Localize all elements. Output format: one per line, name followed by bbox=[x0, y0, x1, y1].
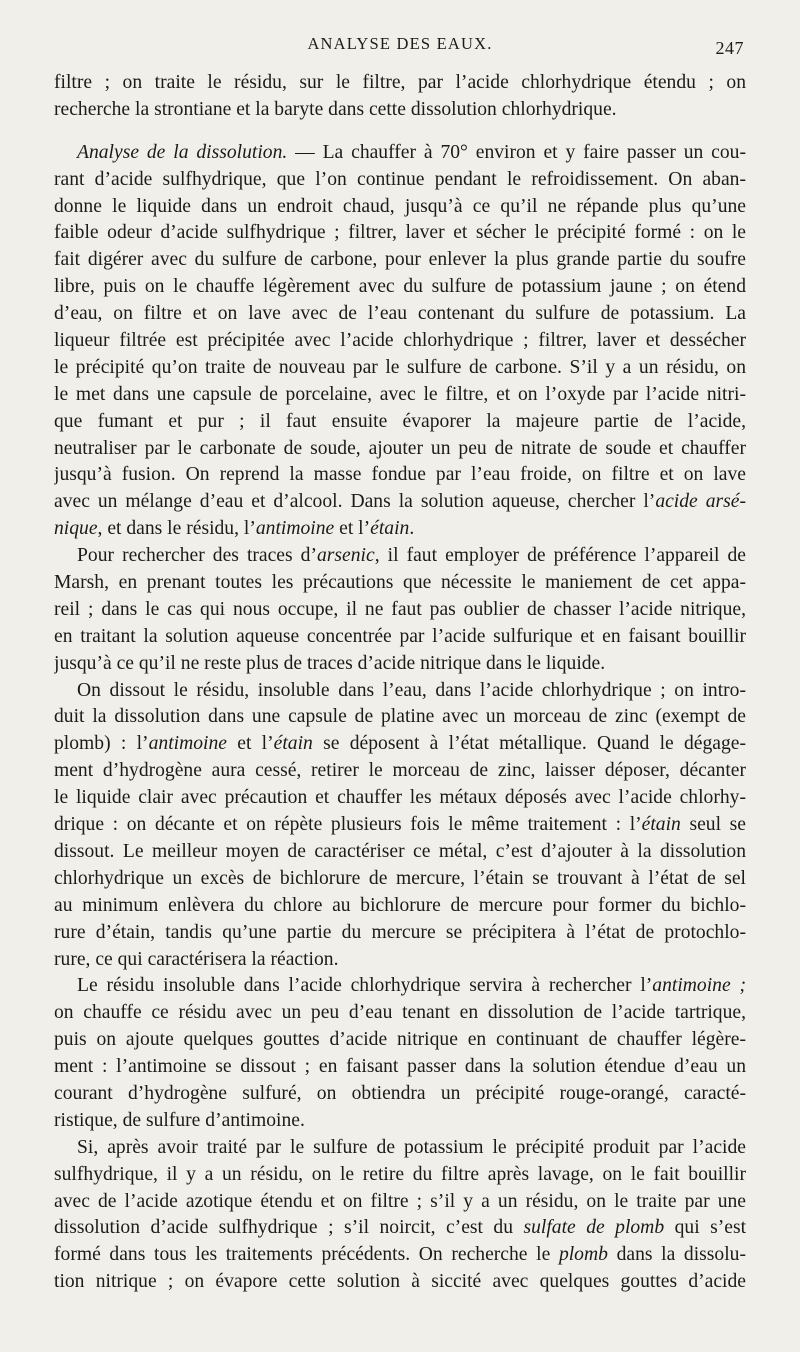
text-line: puis on ajoute quelques gouttes d’acide nitrique en continuant de chauffer légère- bbox=[54, 1029, 746, 1051]
italic-span: Analyse de la dissolution. bbox=[77, 141, 288, 163]
italic-span: acide arsé- bbox=[655, 491, 746, 513]
text-line: ment : l’antimoine se dissout ; en faisant passer dans la solution étendue d’eau un bbox=[54, 1056, 746, 1078]
text-line: avec de l’acide azotique étendu et on filtre ; s’il y a un résidu, on le traite par une bbox=[54, 1190, 746, 1212]
text-span: et l’ bbox=[226, 733, 274, 755]
text-span: se déposent à l’état métallique. Quand le dégage- bbox=[312, 733, 746, 755]
text-span: seul se bbox=[680, 814, 746, 836]
text-line: donne le liquide dans un endroit chaud, jusqu’à ce qu’il ne répande plus qu’une bbox=[54, 195, 746, 217]
text-line: rure d’étain, tandis qu’une partie du mercure se précipitera à l’état de protochlo- bbox=[54, 921, 746, 943]
italic-span: arsenic bbox=[317, 545, 375, 567]
text-span: plomb) : l’ bbox=[54, 733, 149, 755]
italic-span: antimoine bbox=[255, 518, 335, 540]
text-line bbox=[54, 516, 746, 543]
text-line: recherche la strontiane et la baryte dans cette dissolution chlorhydrique. bbox=[54, 98, 617, 120]
text-line bbox=[54, 489, 746, 516]
text-line: rure, ce qui caractérisera la réaction. bbox=[54, 948, 339, 970]
italic-span: antimoine ; bbox=[652, 975, 746, 997]
text-line bbox=[54, 973, 746, 1000]
text-line: rant d’acide sulfhydrique, que l’on continue pendant le refroidissement. On aban- bbox=[54, 168, 746, 190]
text-line: le met dans une capsule de porcelaine, avec le filtre, et on l’oxyde par l’acide nitri- bbox=[54, 383, 746, 405]
text-line: On dissout le résidu, insoluble dans l’eau, dans l’acide chlorhydrique ; on intro- bbox=[77, 679, 746, 701]
italic-span: plomb bbox=[558, 1244, 608, 1266]
running-title: ANALYSE DES EAUX. bbox=[307, 34, 493, 53]
italic-span: étain bbox=[273, 733, 313, 755]
text-line: Si, après avoir traité par le sulfure de potassium le précipité produit par l’acide bbox=[77, 1136, 746, 1158]
text-line: Marsh, en prenant toutes les précautions que nécessite le maniement de cet appa- bbox=[54, 572, 746, 594]
text-line: duit la dissolution dans une capsule de platine avec un morceau de zinc (exempt de bbox=[54, 706, 746, 728]
text-span: Pour rechercher des traces d’ bbox=[77, 545, 317, 567]
text-line: filtre ; on traite le résidu, sur le filtre, par l’acide chlorhydrique étendu ; on bbox=[54, 72, 746, 93]
text-line bbox=[54, 731, 746, 758]
text-span: et l’ bbox=[334, 518, 371, 540]
text-line: au minimum enlèvera du chlore au bichlorure de mercure pour former du bichlo- bbox=[54, 894, 746, 916]
text-line bbox=[54, 1242, 746, 1269]
text-line: jusqu’à fusion. On reprend la masse fondue par l’eau froide, on filtre et on lave bbox=[54, 464, 746, 486]
text-line: courant d’hydrogène sulfuré, on obtiendra un précipité rouge-orangé, caracté- bbox=[54, 1082, 746, 1104]
text-span: Le résidu insoluble dans l’acide chlorhydrique servira à rechercher l’ bbox=[77, 975, 653, 997]
body-text bbox=[54, 70, 746, 1296]
text-line: faible odeur d’acide sulfhydrique ; filtrer, laver et sécher le précipité formé : on le bbox=[54, 222, 746, 244]
italic-span: étain bbox=[641, 814, 681, 836]
text-line: le précipité qu’on traite de nouveau par le sulfure de carbone. S’il y a un résidu, on bbox=[54, 356, 746, 378]
text-line: on chauffe ce résidu avec un peu d’eau tenant en dissolution de l’acide tartrique, bbox=[54, 1002, 746, 1024]
text-line: jusqu’à ce qu’il ne reste plus de traces d’acide nitrique dans le liquide. bbox=[54, 652, 606, 674]
text-line: chlorhydrique un excès de bichlorure de mercure, l’étain se trouvant à l’état de sel bbox=[54, 867, 746, 889]
page-number: 247 bbox=[715, 38, 744, 58]
text-line: libre, puis on le chauffe légèrement avec du sulfure de potassium jaune ; on étend bbox=[54, 276, 746, 298]
italic-span: antimoine bbox=[148, 733, 227, 755]
text-line: ristique, de sulfure d’antimoine. bbox=[54, 1109, 305, 1131]
text-line: liqueur filtrée est précipitée avec l’acide chlorhydrique ; filtrer, laver et dessécher bbox=[54, 330, 746, 352]
italic-span: nique bbox=[54, 518, 98, 540]
text-span: dans la dissolu- bbox=[607, 1244, 746, 1266]
text-span: qui s’est bbox=[664, 1217, 746, 1239]
text-span: formé dans tous les traitements précédents. On recherche le bbox=[54, 1244, 559, 1266]
text-line: tion nitrique ; on évapore cette solution à siccité avec quelques gouttes d’acide bbox=[54, 1271, 746, 1293]
italic-span: étain bbox=[370, 518, 410, 540]
text-line bbox=[54, 543, 746, 570]
text-span: drique : on décante et on répète plusieurs fois le même traitement : l’ bbox=[54, 814, 642, 836]
text-line: le liquide clair avec précaution et chauffer les métaux déposés avec l’acide chlorhy- bbox=[54, 787, 746, 809]
text-span: l’ bbox=[643, 491, 656, 513]
text-line: ment d’hydrogène aura cessé, retirer le morceau de zinc, laisser déposer, décanter bbox=[54, 760, 746, 782]
text-line: que fumant et pur ; il faut ensuite évaporer la majeure partie de l’acide, bbox=[54, 410, 746, 432]
text-line: fait digérer avec du sulfure de carbone, pour enlever la plus grande partie du soufre bbox=[54, 249, 746, 271]
text-line: d’eau, on filtre et on lave avec de l’eau contenant du sulfure de potassium. La bbox=[54, 303, 746, 325]
text-line bbox=[54, 812, 746, 839]
text-span: . bbox=[409, 518, 415, 540]
text-span: — La chauffer à 70° environ et y faire passer un cou- bbox=[287, 141, 746, 163]
text-span: dissolution d’acide sulfhydrique ; s’il noircit, c’est du bbox=[54, 1217, 524, 1239]
text-line: reil ; dans le cas qui nous occupe, il ne faut pas oublier de chasser l’acide nitrique, bbox=[54, 598, 746, 620]
text-line bbox=[54, 1215, 746, 1242]
text-line: neutraliser par le carbonate de soude, ajouter un peu de nitrate de soude et chauffer bbox=[54, 437, 746, 459]
paragraph-gap bbox=[54, 124, 746, 140]
text-span: , et dans le résidu, l’ bbox=[97, 518, 256, 540]
text-line: en traitant la solution aqueuse concentrée par l’acide sulfurique et en faisant bouillir bbox=[54, 625, 746, 647]
text-line: dissout. Le meilleur moyen de caractériser ce métal, c’est d’ajouter à la dissolution bbox=[54, 840, 746, 862]
page-header bbox=[0, 34, 800, 64]
text-span: avec un mélange d’eau et d’alcool. Dans la solution aqueuse, chercher bbox=[54, 491, 644, 513]
text-line: sulfhydrique, il y a un résidu, on le retire du filtre après lavage, on le fait bouillir bbox=[54, 1163, 746, 1185]
text-line bbox=[54, 140, 746, 167]
italic-span: sulfate de plomb bbox=[523, 1217, 665, 1239]
text-span: , il faut employer de préférence l’appareil de bbox=[374, 545, 746, 567]
